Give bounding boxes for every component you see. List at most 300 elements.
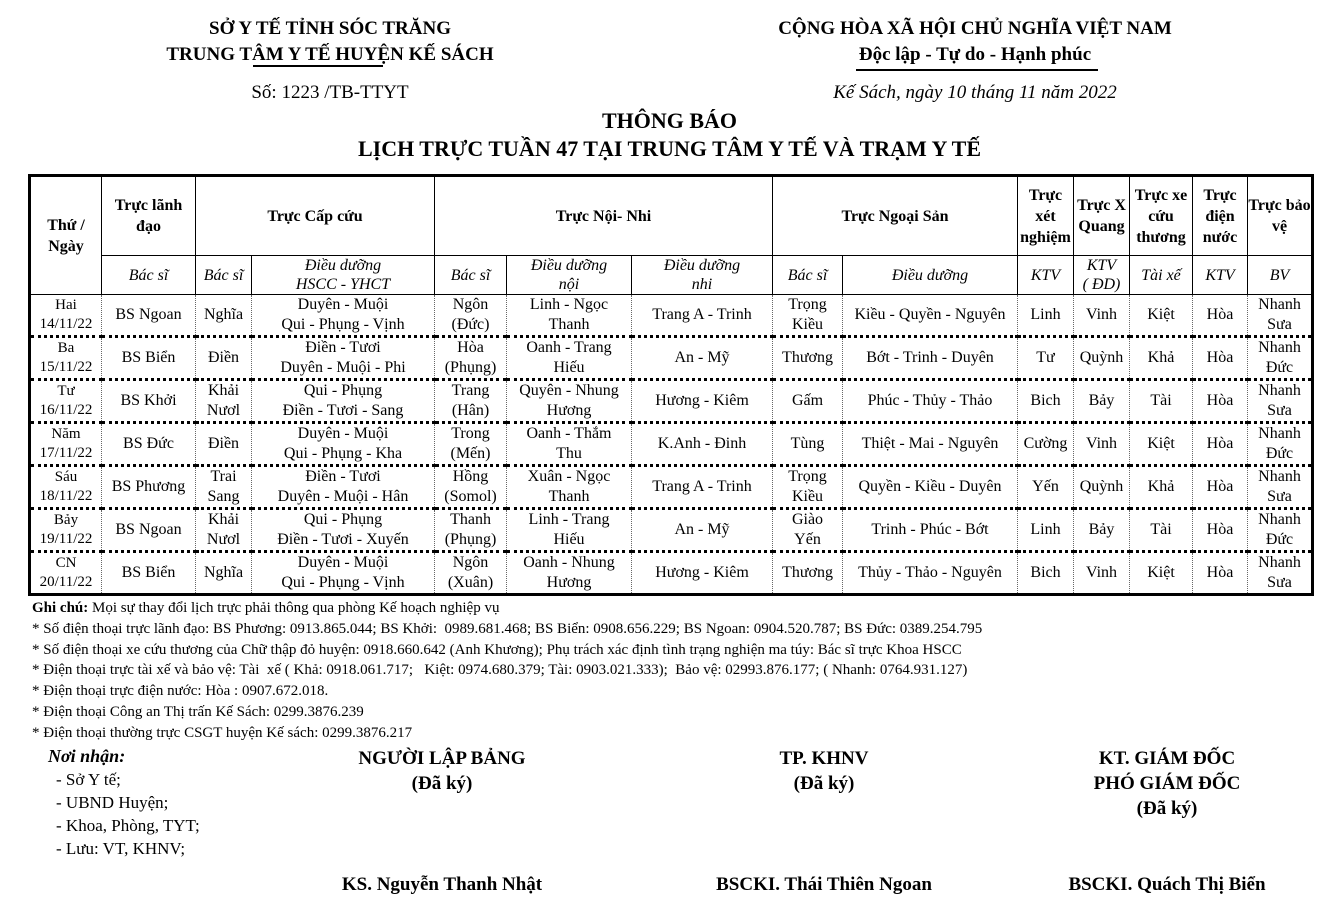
cell-day bbox=[30, 552, 102, 595]
cell-surgery-doctor bbox=[773, 423, 843, 466]
cell-text-in-doc-2: (Phụng) bbox=[444, 531, 497, 548]
cell-text-em-nurse-1: Duyên - Muội bbox=[297, 554, 389, 571]
national-motto: Độc lập - Tự do - Hạnh phúc bbox=[858, 44, 1092, 65]
cell-text-in-doc-2: (Đức) bbox=[451, 316, 490, 333]
cell-text-date: 17/11/22 bbox=[39, 445, 93, 461]
cell-internal-nurse bbox=[507, 466, 632, 509]
cell-emergency-nurse bbox=[252, 423, 435, 466]
cell-text-peds-nurse: Hương - Kiêm bbox=[655, 564, 749, 581]
cell-text-em-nurse-2: Qui - Phụng - Kha bbox=[283, 445, 403, 462]
cell-utility bbox=[1193, 380, 1248, 423]
cell-text-in-nurse-1: Oanh - Thắm bbox=[526, 425, 612, 442]
cell-surgery-nurse bbox=[843, 423, 1018, 466]
cell-text-lab: Cường bbox=[1023, 435, 1068, 452]
col-utility: Trực điện nước bbox=[1193, 176, 1248, 256]
cell-emergency-nurse bbox=[252, 380, 435, 423]
cell-day bbox=[30, 423, 102, 466]
notes-section bbox=[32, 598, 982, 744]
cell-text-em-nurse-2: Qui - Phụng - Vịnh bbox=[281, 574, 405, 591]
cell-lab bbox=[1018, 466, 1074, 509]
cell-text-amb: Khả bbox=[1147, 349, 1175, 366]
table-row bbox=[30, 552, 1313, 595]
cell-text-amb: Kiệt bbox=[1147, 306, 1175, 323]
cell-text-in-nurse-1: Linh - Trang bbox=[528, 511, 610, 528]
cell-text-lab: Tư bbox=[1036, 349, 1055, 366]
recipient-item: - UBND Huyện; bbox=[56, 793, 169, 812]
cell-text-day: Năm bbox=[51, 426, 81, 442]
cell-text-util: Hòa bbox=[1206, 306, 1234, 323]
cell-xray bbox=[1074, 295, 1130, 337]
note-line: * Điện thoại trực điện nước: Hòa : 0907.672.018. bbox=[32, 683, 329, 700]
cell-text-in-doc-1: Hồng bbox=[452, 468, 489, 485]
cell-text-util: Hòa bbox=[1206, 435, 1234, 452]
cell-xray bbox=[1074, 380, 1130, 423]
motto-underline bbox=[856, 69, 1098, 71]
signature-preparer: NGƯỜI LẬP BẢNG (Đã ký) KS. Nguyễn Thanh Nhật bbox=[322, 746, 562, 896]
cell-text-peds-nurse: Trang A - Trinh bbox=[652, 478, 752, 495]
cell-text-sec-1: Nhanh bbox=[1258, 339, 1301, 356]
cell-security bbox=[1248, 509, 1313, 552]
cell-text-in-nurse-2: Thanh bbox=[548, 488, 590, 505]
cell-text-date: 20/11/22 bbox=[39, 574, 93, 590]
issuer-underline bbox=[253, 65, 383, 67]
cell-text-sec-1: Nhanh bbox=[1258, 296, 1301, 313]
cell-surgery-nurse bbox=[843, 380, 1018, 423]
cell-emergency-nurse bbox=[252, 552, 435, 595]
cell-text-day: Hai bbox=[55, 297, 77, 313]
cell-lab bbox=[1018, 380, 1074, 423]
cell-text-lab: Bich bbox=[1030, 564, 1061, 581]
cell-text-leader: BS Biển bbox=[121, 564, 176, 581]
cell-security bbox=[1248, 466, 1313, 509]
cell-text-day: Ba bbox=[57, 340, 75, 356]
cell-text-em-doc: Khải Nươl bbox=[206, 511, 241, 548]
cell-day bbox=[30, 337, 102, 380]
document-date: Kế Sách, ngày 10 tháng 11 năm 2022 bbox=[833, 82, 1117, 103]
col-emergency: Trực Cấp cứu bbox=[196, 176, 435, 256]
cell-leader bbox=[102, 295, 196, 337]
cell-text-peds-nurse: Trang A - Trinh bbox=[652, 306, 752, 323]
cell-internal-nurse bbox=[507, 423, 632, 466]
note-line: * Điện thoại trực tài xế và bảo vệ: Tài xế ( Khả: 0918.061.717; Kiệt: 0974.680.379; Tài: 0903.021.333); Bảo vệ: 02993.876.177; ( Nhanh: 0764.931.127) bbox=[32, 662, 968, 679]
cell-text-day: CN bbox=[55, 555, 77, 571]
issuer-center: TRUNG TÂM Y TẾ HUYỆN KẾ SÁCH bbox=[166, 44, 494, 65]
cell-emergency-doctor bbox=[196, 509, 252, 552]
cell-text-em-nurse-1: Duyên - Muội bbox=[297, 296, 389, 313]
cell-text-su-doc-1: Trọng bbox=[788, 468, 827, 485]
cell-text-in-doc-1: Thanh bbox=[450, 511, 491, 528]
cell-text-date: 16/11/22 bbox=[39, 402, 93, 418]
cell-text-in-nurse-1: Oanh - Nhung bbox=[523, 554, 615, 571]
table-row bbox=[30, 423, 1313, 466]
cell-surgery-nurse bbox=[843, 337, 1018, 380]
cell-text-in-nurse-1: Oanh - Trang bbox=[526, 339, 612, 356]
cell-emergency-doctor bbox=[196, 466, 252, 509]
sub-ambulance: Tài xế bbox=[1130, 256, 1193, 295]
cell-text-date: 18/11/22 bbox=[39, 488, 93, 504]
cell-pediatric-nurse bbox=[632, 380, 773, 423]
cell-text-em-doc: Khải Nươl bbox=[206, 382, 241, 419]
cell-text-in-nurse-1: Xuân - Ngọc bbox=[527, 468, 611, 485]
cell-text-su-doc-1: Trọng bbox=[788, 296, 827, 313]
cell-text-sec-2: Sưa bbox=[1267, 488, 1292, 505]
cell-text-su-nurse: Bớt - Trinh - Duyên bbox=[866, 349, 994, 366]
cell-xray bbox=[1074, 423, 1130, 466]
cell-text-in-nurse-1: Linh - Ngọc bbox=[529, 296, 609, 313]
cell-lab bbox=[1018, 295, 1074, 337]
cell-text-xray: Vinh bbox=[1085, 306, 1118, 323]
cell-utility bbox=[1193, 552, 1248, 595]
cell-day bbox=[30, 295, 102, 337]
cell-surgery-doctor bbox=[773, 295, 843, 337]
cell-internal-nurse bbox=[507, 380, 632, 423]
cell-text-em-nurse-2: Duyên - Muội - Hân bbox=[277, 488, 409, 505]
cell-utility bbox=[1193, 509, 1248, 552]
sub-xray: KTV ( ĐD) bbox=[1074, 256, 1130, 295]
document-number: Số: 1223 /TB-TTYT bbox=[251, 82, 409, 103]
cell-internal-nurse bbox=[507, 509, 632, 552]
signer-name: BSCKI. Thái Thiên Ngoan bbox=[716, 874, 932, 895]
cell-text-leader: BS Đức bbox=[123, 435, 174, 452]
cell-text-day: Sáu bbox=[54, 469, 78, 485]
cell-emergency-nurse bbox=[252, 337, 435, 380]
cell-xray bbox=[1074, 552, 1130, 595]
signer-name: BSCKI. Quách Thị Biển bbox=[1068, 874, 1266, 895]
col-day: Thứ / Ngày bbox=[30, 176, 102, 295]
cell-text-amb: Tài bbox=[1150, 521, 1172, 538]
cell-text-leader: BS Biển bbox=[121, 349, 176, 366]
cell-text-sec-2: Đức bbox=[1265, 531, 1294, 548]
cell-security bbox=[1248, 423, 1313, 466]
cell-surgery-nurse bbox=[843, 466, 1018, 509]
cell-text-sec-1: Nhanh bbox=[1258, 382, 1301, 399]
sub-security: BV bbox=[1248, 256, 1313, 295]
cell-security bbox=[1248, 337, 1313, 380]
cell-utility bbox=[1193, 295, 1248, 337]
cell-emergency-doctor bbox=[196, 295, 252, 337]
cell-emergency-doctor bbox=[196, 380, 252, 423]
cell-day bbox=[30, 466, 102, 509]
cell-text-em-nurse-2: Duyên - Muội - Phi bbox=[280, 359, 406, 376]
cell-text-in-nurse-2: Hương bbox=[546, 402, 592, 419]
sub-emergency-nurse: Điều dưỡng HSCC - YHCT bbox=[252, 256, 435, 295]
cell-internal-doctor bbox=[435, 380, 507, 423]
cell-text-util: Hòa bbox=[1206, 564, 1234, 581]
cell-security bbox=[1248, 552, 1313, 595]
cell-internal-doctor bbox=[435, 552, 507, 595]
cell-text-peds-nurse: An - Mỹ bbox=[674, 349, 730, 366]
cell-pediatric-nurse bbox=[632, 552, 773, 595]
cell-day bbox=[30, 509, 102, 552]
document-title: THÔNG BÁO bbox=[601, 108, 738, 133]
cell-pediatric-nurse bbox=[632, 337, 773, 380]
col-leader: Trực lãnh đạo bbox=[102, 176, 196, 256]
cell-leader bbox=[102, 552, 196, 595]
cell-text-su-doc-1: Thương bbox=[782, 349, 833, 366]
cell-text-su-nurse: Thiệt - Mai - Nguyên bbox=[861, 435, 999, 452]
cell-ambulance bbox=[1130, 466, 1193, 509]
sub-surgery-doctor: Bác sĩ bbox=[773, 256, 843, 295]
sub-internal-doctor: Bác sĩ bbox=[435, 256, 507, 295]
col-ambulance: Trực xe cứu thương bbox=[1130, 176, 1193, 256]
note-line: * Số điện thoại xe cứu thương của Chữ thập đỏ huyện: 0918.660.642 (Anh Khương); Phụ trách xác định tình trạng nghiện ma túy: Bác sĩ trực Khoa HSCC bbox=[32, 641, 962, 658]
cell-text-util: Hòa bbox=[1206, 349, 1234, 366]
cell-pediatric-nurse bbox=[632, 509, 773, 552]
cell-text-su-doc-1: Thương bbox=[782, 564, 833, 581]
cell-text-sec-2: Sưa bbox=[1267, 574, 1292, 591]
cell-text-peds-nurse: An - Mỹ bbox=[674, 521, 730, 538]
cell-text-em-doc: Nghĩa bbox=[203, 306, 244, 323]
cell-leader bbox=[102, 509, 196, 552]
cell-text-em-doc: Trai Sang bbox=[207, 468, 240, 505]
sub-lab: KTV bbox=[1018, 256, 1074, 295]
cell-text-sec-2: Đức bbox=[1265, 359, 1294, 376]
cell-text-in-nurse-2: Thu bbox=[556, 445, 582, 462]
cell-text-day: Bảy bbox=[53, 512, 79, 528]
col-xray: Trực X Quang bbox=[1074, 176, 1130, 256]
cell-text-in-nurse-2: Hiếu bbox=[553, 531, 585, 548]
cell-text-lab: Bich bbox=[1030, 392, 1061, 409]
cell-security bbox=[1248, 380, 1313, 423]
national-header bbox=[740, 16, 1210, 68]
cell-lab bbox=[1018, 552, 1074, 595]
cell-utility bbox=[1193, 337, 1248, 380]
cell-text-em-nurse-2: Qui - Phụng - Vịnh bbox=[281, 316, 405, 333]
cell-text-in-doc-2: (Hân) bbox=[451, 402, 490, 419]
notes-label: Ghi chú: bbox=[32, 600, 89, 616]
table-row bbox=[30, 295, 1313, 337]
cell-emergency-nurse bbox=[252, 295, 435, 337]
issuer-header bbox=[130, 16, 530, 68]
issuer-department: SỞ Y TẾ TỈNH SÓC TRĂNG bbox=[209, 18, 451, 39]
cell-text-in-nurse-2: Thanh bbox=[548, 316, 590, 333]
cell-text-su-nurse: Thủy - Thảo - Nguyên bbox=[858, 564, 1002, 581]
cell-surgery-nurse bbox=[843, 552, 1018, 595]
sub-emergency-doctor: Bác sĩ bbox=[196, 256, 252, 295]
cell-pediatric-nurse bbox=[632, 295, 773, 337]
cell-text-in-nurse-1: Quyên - Nhung bbox=[519, 382, 619, 399]
cell-text-xray: Vinh bbox=[1085, 564, 1118, 581]
cell-text-in-nurse-2: Hương bbox=[546, 574, 592, 591]
cell-text-lab: Linh bbox=[1030, 521, 1061, 538]
cell-text-lab: Yến bbox=[1032, 478, 1059, 495]
cell-text-su-doc-1: Gấm bbox=[791, 392, 824, 409]
cell-text-su-doc-1: Giào bbox=[791, 511, 824, 528]
cell-text-em-doc: Điền bbox=[207, 435, 240, 452]
cell-text-sec-1: Nhanh bbox=[1258, 468, 1301, 485]
cell-text-leader: BS Phương bbox=[111, 478, 186, 495]
cell-text-amb: Khả bbox=[1147, 478, 1175, 495]
cell-text-xray: Bảy bbox=[1088, 521, 1115, 538]
cell-internal-doctor bbox=[435, 295, 507, 337]
note-line: * Số điện thoại trực lãnh đạo: BS Phương: 0913.865.044; BS Khởi: 0989.681.468; BS Biển: 0908.656.229; BS Ngoan: 0904.520.787; BS Đức: 0389.254.795 bbox=[32, 620, 983, 637]
cell-emergency-doctor bbox=[196, 552, 252, 595]
cell-xray bbox=[1074, 509, 1130, 552]
cell-text-su-doc-2: Yến bbox=[794, 531, 821, 548]
cell-text-util: Hòa bbox=[1206, 478, 1234, 495]
cell-ambulance bbox=[1130, 380, 1193, 423]
signature-deputy-director: KT. GIÁM ĐỐC PHÓ GIÁM ĐỐC (Đã ký) BSCKI. Quách Thị Biển bbox=[1047, 746, 1287, 896]
table-header-roles bbox=[30, 256, 1313, 295]
cell-internal-doctor bbox=[435, 466, 507, 509]
cell-text-sec-2: Đức bbox=[1265, 445, 1294, 462]
cell-text-in-doc-1: Ngôn bbox=[452, 296, 489, 313]
cell-ambulance bbox=[1130, 509, 1193, 552]
cell-security bbox=[1248, 295, 1313, 337]
cell-text-em-nurse-2: Điền - Tươi - Xuyến bbox=[277, 531, 409, 548]
cell-internal-nurse bbox=[507, 295, 632, 337]
cell-emergency-doctor bbox=[196, 423, 252, 466]
cell-text-in-doc-2: (Xuân) bbox=[447, 574, 494, 591]
cell-text-sec-1: Nhanh bbox=[1258, 511, 1301, 528]
cell-text-su-doc-2: Kiều bbox=[791, 316, 824, 333]
cell-text-su-nurse: Quyền - Kiều - Duyên bbox=[858, 478, 1002, 495]
duty-schedule-table bbox=[28, 174, 1314, 596]
cell-text-sec-2: Sưa bbox=[1267, 316, 1292, 333]
cell-text-amb: Kiệt bbox=[1147, 435, 1175, 452]
notes-first: Mọi sự thay đổi lịch trực phải thông qua phòng Kế hoạch nghiệp vụ bbox=[88, 600, 500, 616]
cell-text-in-doc-1: Hòa bbox=[457, 339, 484, 356]
cell-text-amb: Tài bbox=[1150, 392, 1172, 409]
cell-text-amb: Kiệt bbox=[1147, 564, 1175, 581]
cell-utility bbox=[1193, 466, 1248, 509]
cell-text-leader: BS Ngoan bbox=[115, 306, 182, 323]
cell-internal-doctor bbox=[435, 423, 507, 466]
col-lab: Trực xét nghiệm bbox=[1018, 176, 1074, 256]
cell-xray bbox=[1074, 466, 1130, 509]
col-security: Trực bảo vệ bbox=[1248, 176, 1313, 256]
cell-text-sec-1: Nhanh bbox=[1258, 425, 1301, 442]
recipient-item: - Khoa, Phòng, TYT; bbox=[56, 816, 200, 835]
cell-ambulance bbox=[1130, 423, 1193, 466]
cell-text-peds-nurse: Hương - Kiêm bbox=[655, 392, 749, 409]
recipients-label: Nơi nhận: bbox=[48, 746, 126, 766]
cell-emergency-nurse bbox=[252, 466, 435, 509]
sub-pediatric-nurse: Điều dưỡng nhi bbox=[632, 256, 773, 295]
cell-text-in-nurse-2: Hiếu bbox=[553, 359, 585, 376]
cell-utility bbox=[1193, 423, 1248, 466]
cell-lab bbox=[1018, 337, 1074, 380]
cell-text-date: 15/11/22 bbox=[39, 359, 93, 375]
cell-surgery-doctor bbox=[773, 337, 843, 380]
cell-leader bbox=[102, 466, 196, 509]
cell-internal-nurse bbox=[507, 552, 632, 595]
cell-text-sec-1: Nhanh bbox=[1258, 554, 1301, 571]
table-row bbox=[30, 337, 1313, 380]
cell-text-xray: Vinh bbox=[1085, 435, 1118, 452]
cell-text-em-nurse-1: Điền - Tươi bbox=[305, 468, 381, 485]
cell-text-in-doc-1: Ngôn bbox=[452, 554, 489, 571]
cell-emergency-doctor bbox=[196, 337, 252, 380]
cell-text-em-doc: Điền bbox=[207, 349, 240, 366]
cell-surgery-doctor bbox=[773, 466, 843, 509]
cell-internal-nurse bbox=[507, 337, 632, 380]
note-line: * Điện thoại thường trực CSGT huyện Kế sách: 0299.3876.217 bbox=[32, 724, 413, 741]
cell-text-su-nurse: Trinh - Phúc - Bớt bbox=[871, 521, 989, 538]
cell-surgery-doctor bbox=[773, 552, 843, 595]
cell-xray bbox=[1074, 337, 1130, 380]
cell-text-in-doc-2: (Phụng) bbox=[444, 359, 497, 376]
cell-text-su-nurse: Phúc - Thủy - Thảo bbox=[867, 392, 993, 409]
cell-surgery-doctor bbox=[773, 509, 843, 552]
sub-internal-nurse: Điều dưỡng nội bbox=[507, 256, 632, 295]
cell-day bbox=[30, 380, 102, 423]
cell-text-xray: Bảy bbox=[1088, 392, 1115, 409]
cell-pediatric-nurse bbox=[632, 423, 773, 466]
signer-name: KS. Nguyễn Thanh Nhật bbox=[341, 874, 543, 895]
sub-surgery-nurse: Điều dưỡng bbox=[843, 256, 1018, 295]
cell-surgery-nurse bbox=[843, 295, 1018, 337]
document-subtitle: LỊCH TRỰC TUẦN 47 TẠI TRUNG TÂM Y TẾ VÀ TRẠM Y TẾ bbox=[357, 136, 982, 161]
cell-surgery-nurse bbox=[843, 509, 1018, 552]
signature-planning-head: TP. KHNV (Đã ký) BSCKI. Thái Thiên Ngoan bbox=[694, 746, 954, 896]
cell-text-em-nurse-2: Điền - Tươi - Sang bbox=[282, 402, 404, 419]
cell-ambulance bbox=[1130, 295, 1193, 337]
cell-text-in-doc-1: Trang bbox=[451, 382, 490, 399]
cell-text-xray: Quỳnh bbox=[1079, 349, 1124, 366]
cell-internal-doctor bbox=[435, 337, 507, 380]
cell-text-xray: Quỳnh bbox=[1079, 478, 1124, 495]
recipients-section bbox=[48, 745, 200, 860]
cell-text-em-doc: Nghĩa bbox=[203, 564, 244, 581]
cell-text-su-nurse: Kiều - Quyền - Nguyên bbox=[854, 306, 1006, 323]
cell-text-util: Hòa bbox=[1206, 392, 1234, 409]
cell-text-in-doc-1: Trong bbox=[451, 425, 490, 442]
cell-text-date: 14/11/22 bbox=[39, 316, 93, 332]
cell-text-peds-nurse: K.Anh - Đinh bbox=[657, 435, 747, 452]
cell-text-in-doc-2: (Mến) bbox=[450, 445, 491, 462]
cell-leader bbox=[102, 337, 196, 380]
cell-text-su-doc-1: Tùng bbox=[790, 435, 825, 452]
cell-text-lab: Linh bbox=[1030, 306, 1061, 323]
cell-text-day: Tư bbox=[57, 383, 75, 399]
cell-leader bbox=[102, 380, 196, 423]
cell-text-em-nurse-1: Điền - Tươi bbox=[305, 339, 381, 356]
cell-text-sec-2: Sưa bbox=[1267, 402, 1292, 419]
cell-text-leader: BS Ngoan bbox=[115, 521, 182, 538]
cell-text-date: 19/11/22 bbox=[39, 531, 93, 547]
table-header-groups bbox=[30, 176, 1313, 256]
notes-header bbox=[32, 598, 982, 619]
table-row bbox=[30, 466, 1313, 509]
national-name: CỘNG HÒA XÃ HỘI CHỦ NGHĨA VIỆT NAM bbox=[778, 18, 1172, 39]
cell-ambulance bbox=[1130, 337, 1193, 380]
col-internal-pediatrics: Trực Nội- Nhi bbox=[435, 176, 773, 256]
note-line: * Điện thoại Công an Thị trấn Kế Sách: 0299.3876.239 bbox=[32, 703, 364, 720]
cell-text-util: Hòa bbox=[1206, 521, 1234, 538]
cell-leader bbox=[102, 423, 196, 466]
recipient-item: - Lưu: VT, KHNV; bbox=[56, 839, 186, 858]
sub-leader-doctor: Bác sĩ bbox=[102, 256, 196, 295]
cell-internal-doctor bbox=[435, 509, 507, 552]
table-row bbox=[30, 509, 1313, 552]
cell-lab bbox=[1018, 509, 1074, 552]
cell-text-em-nurse-1: Duyên - Muội bbox=[297, 425, 389, 442]
cell-text-in-doc-2: (Somol) bbox=[444, 488, 497, 505]
col-surgery-obstetrics: Trực Ngoại Sản bbox=[773, 176, 1018, 256]
cell-ambulance bbox=[1130, 552, 1193, 595]
cell-pediatric-nurse bbox=[632, 466, 773, 509]
cell-emergency-nurse bbox=[252, 509, 435, 552]
cell-surgery-doctor bbox=[773, 380, 843, 423]
cell-lab bbox=[1018, 423, 1074, 466]
cell-text-su-doc-2: Kiều bbox=[791, 488, 824, 505]
sub-utility: KTV bbox=[1193, 256, 1248, 295]
table-row bbox=[30, 380, 1313, 423]
cell-text-em-nurse-1: Qui - Phụng bbox=[303, 511, 383, 528]
cell-text-leader: BS Khởi bbox=[120, 392, 177, 409]
recipient-item: - Sở Y tế; bbox=[56, 770, 121, 789]
